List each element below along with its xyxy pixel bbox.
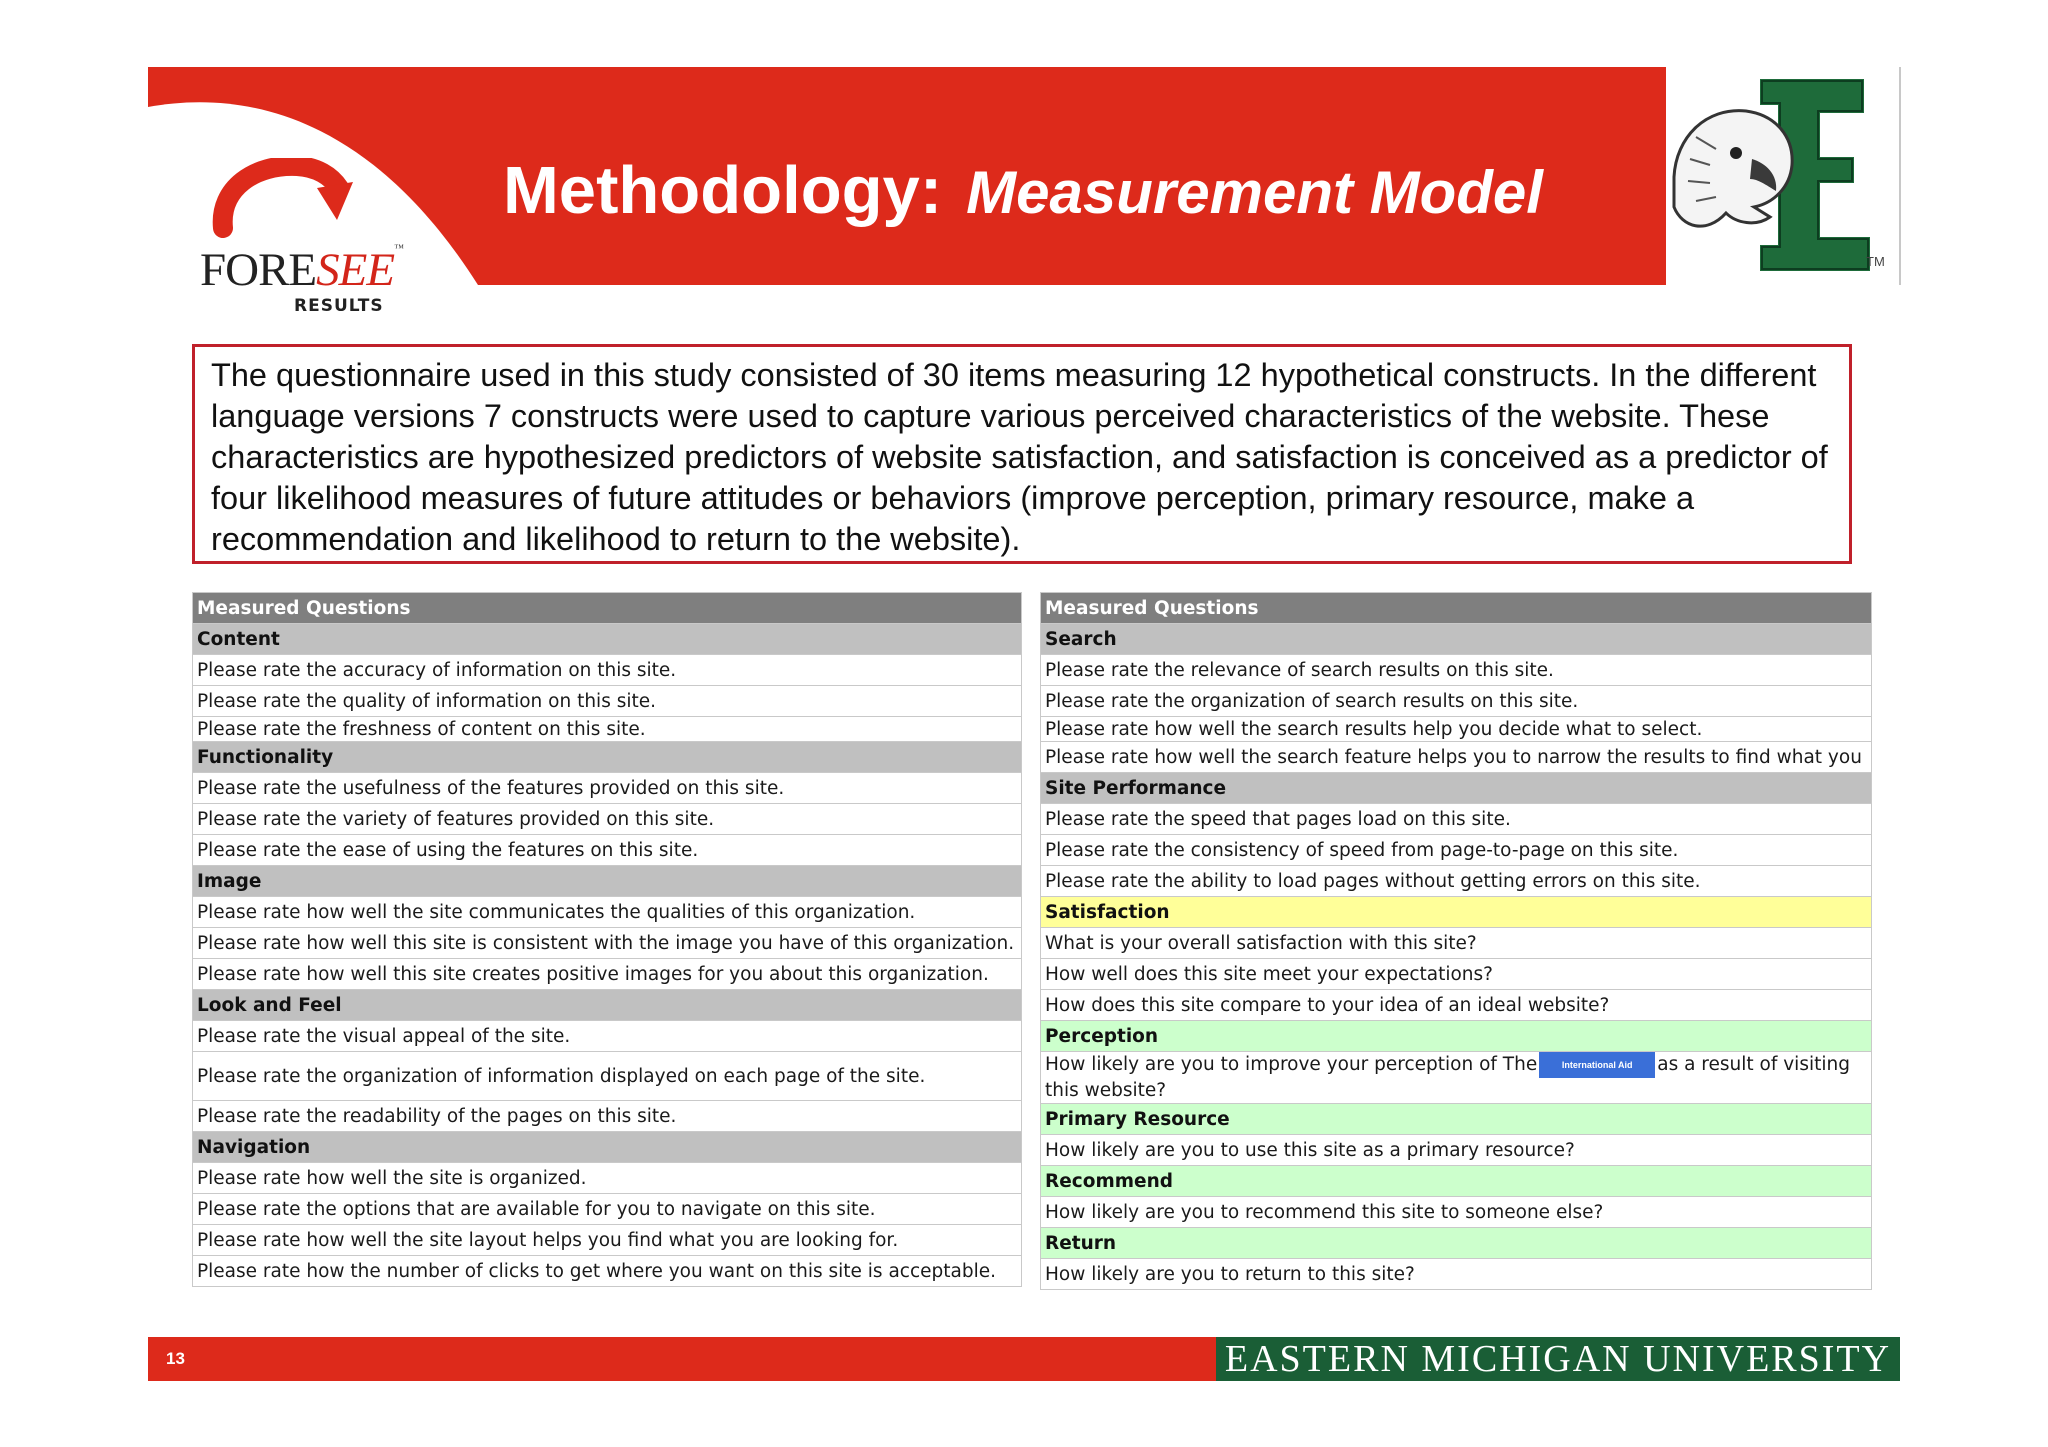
table-row bbox=[193, 897, 1022, 928]
category-label: Site Performance bbox=[1041, 773, 1872, 804]
table-row bbox=[193, 928, 1022, 959]
table-header: Measured Questions bbox=[1041, 593, 1872, 624]
question-text: Please rate the relevance of search results on this site. bbox=[1041, 655, 1872, 686]
table-row bbox=[1041, 1197, 1872, 1228]
category-row bbox=[1041, 1021, 1872, 1052]
question-text: Please rate how well the site is organized. bbox=[193, 1163, 1022, 1194]
question-text: Please rate the options that are available for you to navigate on this site. bbox=[193, 1194, 1022, 1225]
category-row bbox=[193, 1132, 1022, 1163]
table-row bbox=[1041, 1259, 1872, 1290]
table-row bbox=[193, 1021, 1022, 1052]
question-text: Please rate the usefulness of the features provided on this site. bbox=[193, 773, 1022, 804]
university-wordmark: EASTERN MICHIGAN UNIVERSITY bbox=[1216, 1337, 1900, 1381]
table-row bbox=[193, 1194, 1022, 1225]
category-label: Primary Resource bbox=[1041, 1104, 1872, 1135]
question-text: Please rate the variety of features provided on this site. bbox=[193, 804, 1022, 835]
question-text: How likely are you to use this site as a primary resource? bbox=[1041, 1135, 1872, 1166]
table-row bbox=[193, 773, 1022, 804]
question-text: Please rate the readability of the pages on this site. bbox=[193, 1101, 1022, 1132]
table-row bbox=[1041, 835, 1872, 866]
category-row bbox=[1041, 1228, 1872, 1259]
category-label: Navigation bbox=[193, 1132, 1022, 1163]
question-text: Please rate the organization of information displayed on each page of the site. bbox=[193, 1052, 1022, 1101]
table-header-row bbox=[193, 593, 1022, 624]
table-row bbox=[193, 1052, 1022, 1101]
category-label: Recommend bbox=[1041, 1166, 1872, 1197]
category-label: Return bbox=[1041, 1228, 1872, 1259]
eagle-e-logo-icon bbox=[1666, 67, 1901, 285]
question-text: Please rate the speed that pages load on this site. bbox=[1041, 804, 1872, 835]
description-box: The questionnaire used in this study consisted of 30 items measuring 12 hypothetical constructs. In the different language versions 7 constructs were used to capture various perceived characteristics of the website. These characteristics are hypothesized predictors of website satisfaction, and satisfaction is conceived as a predictor of four likelihood measures of future attitudes or behaviors (improve perception, primary resource, make a recommendation and likelihood to return to the website). bbox=[192, 344, 1852, 564]
question-text: What is your overall satisfaction with this site? bbox=[1041, 928, 1872, 959]
table-row bbox=[193, 1101, 1022, 1132]
question-text: Please rate the visual appeal of the site. bbox=[193, 1021, 1022, 1052]
page-number: 13 bbox=[166, 1349, 185, 1368]
foresee-logo-results: RESULTS bbox=[294, 296, 384, 316]
table-header: Measured Questions bbox=[193, 593, 1022, 624]
title-sub: Measurement Model bbox=[966, 159, 1543, 226]
table-row bbox=[193, 655, 1022, 686]
table-row bbox=[1041, 990, 1872, 1021]
page-title bbox=[503, 152, 1543, 242]
table-row bbox=[1041, 928, 1872, 959]
category-row bbox=[1041, 624, 1872, 655]
category-label: Content bbox=[193, 624, 1022, 655]
question-text: How likely are you to improve your perception of The International Aid as a result of visiting this website? bbox=[1041, 1052, 1872, 1104]
question-text: How does this site compare to your idea of an ideal website? bbox=[1041, 990, 1872, 1021]
category-label: Look and Feel bbox=[193, 990, 1022, 1021]
table-row bbox=[193, 835, 1022, 866]
table-row bbox=[193, 1225, 1022, 1256]
question-text: Please rate how well this site is consistent with the image you have of this organization. bbox=[193, 928, 1022, 959]
category-label: Search bbox=[1041, 624, 1872, 655]
table-row bbox=[1041, 1135, 1872, 1166]
question-text: Please rate the freshness of content on this site. bbox=[193, 717, 1022, 742]
category-label: Image bbox=[193, 866, 1022, 897]
emu-logo-tm: TM bbox=[1866, 254, 1885, 269]
question-text: How likely are you to recommend this site to someone else? bbox=[1041, 1197, 1872, 1228]
table-row bbox=[193, 804, 1022, 835]
footer-bar bbox=[148, 1337, 1216, 1381]
foresee-arrow-icon bbox=[205, 158, 355, 253]
category-row bbox=[1041, 1104, 1872, 1135]
table-row bbox=[1041, 866, 1872, 897]
table-row bbox=[1041, 717, 1872, 742]
question-text: Please rate the organization of search results on this site. bbox=[1041, 686, 1872, 717]
question-text: Please rate how well the search feature helps you to narrow the results to find what you bbox=[1041, 742, 1872, 773]
question-text: Please rate the consistency of speed from page-to-page on this site. bbox=[1041, 835, 1872, 866]
category-label: Functionality bbox=[193, 742, 1022, 773]
question-text: Please rate the ease of using the features on this site. bbox=[193, 835, 1022, 866]
table-row bbox=[193, 1256, 1022, 1287]
question-text: How likely are you to return to this site? bbox=[1041, 1259, 1872, 1290]
table-row bbox=[193, 959, 1022, 990]
category-row bbox=[1041, 897, 1872, 928]
table-row bbox=[1041, 686, 1872, 717]
category-label: Satisfaction bbox=[1041, 897, 1872, 928]
question-text: How well does this site meet your expectations? bbox=[1041, 959, 1872, 990]
table-row bbox=[1041, 804, 1872, 835]
organization-name-badge: International Aid bbox=[1539, 1052, 1655, 1078]
question-text: Please rate how well the search results help you decide what to select. bbox=[1041, 717, 1872, 742]
right-questions-table bbox=[1040, 592, 1872, 1290]
question-text: Please rate how well the site communicates the qualities of this organization. bbox=[193, 897, 1022, 928]
question-text: Please rate how well the site layout helps you find what you are looking for. bbox=[193, 1225, 1022, 1256]
table-row bbox=[1041, 742, 1872, 773]
title-main: Methodology: bbox=[503, 153, 943, 228]
question-text: Please rate how well this site creates positive images for you about this organization. bbox=[193, 959, 1022, 990]
category-row bbox=[193, 624, 1022, 655]
category-row bbox=[1041, 773, 1872, 804]
table-row bbox=[1041, 959, 1872, 990]
category-row bbox=[1041, 1166, 1872, 1197]
category-row bbox=[193, 990, 1022, 1021]
category-row bbox=[193, 866, 1022, 897]
category-label: Perception bbox=[1041, 1021, 1872, 1052]
left-questions-table bbox=[192, 592, 1022, 1287]
question-text: Please rate how the number of clicks to get where you want on this site is acceptable. bbox=[193, 1256, 1022, 1287]
category-row bbox=[193, 742, 1022, 773]
table-row bbox=[193, 1163, 1022, 1194]
table-row bbox=[1041, 655, 1872, 686]
table-row bbox=[1041, 1052, 1872, 1104]
question-text: Please rate the quality of information on this site. bbox=[193, 686, 1022, 717]
table-row bbox=[193, 686, 1022, 717]
question-text: Please rate the ability to load pages without getting errors on this site. bbox=[1041, 866, 1872, 897]
question-text: Please rate the accuracy of information on this site. bbox=[193, 655, 1022, 686]
table-header-row bbox=[1041, 593, 1872, 624]
table-row bbox=[193, 717, 1022, 742]
foresee-logo-wordmark: FORESEE™ bbox=[200, 243, 403, 296]
